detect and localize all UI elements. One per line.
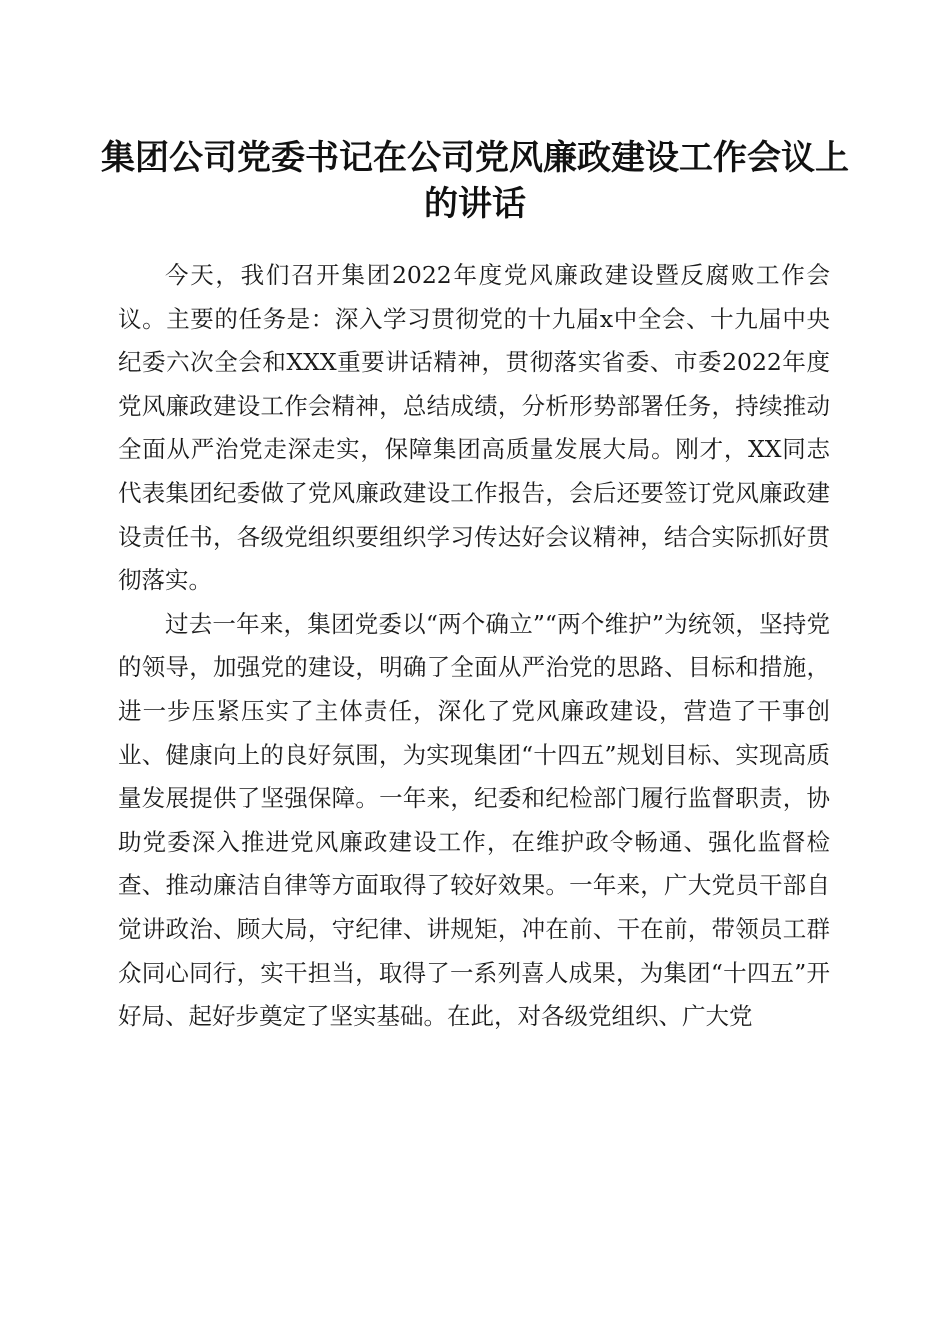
document-body xyxy=(118,254,830,1039)
document-title: 集团公司党委书记在公司党风廉政建设工作会议上的讲话 xyxy=(101,138,849,224)
paragraph-opening: 今天，我们召开集团2022年度党风廉政建设暨反腐败工作会议。主要的任务是：深入学习贯彻党的十九届x中全会、十九届中央纪委六次全会和XXX重要讲话精神，贯彻落实省委、市委2022年度党风廉政建设工作会精神，总结成绩，分析形势部署任务，持续推动全面从严治党走深走实，保障集团高质量发展大局。刚才，XX同志代表集团纪委做了党风廉政建设工作报告，会后还要签订党风廉政建设责任书，各级党组织要组织学习传达好会议精神，结合实际抓好贯彻落实。 xyxy=(118,261,830,595)
paragraph-review: 过去一年来，集团党委以“两个确立”“两个维护”为统领，坚持党的领导，加强党的建设，明确了全面从严治党的思路、目标和措施，进一步压紧压实了主体责任，深化了党风廉政建设，营造了干事创业、健康向上的良好氛围，为实现集团“十四五”规划目标、实现高质量发展提供了坚强保障。一年来，纪委和纪检部门履行监督职责，协助党委深入推进党风廉政建设工作，在维护政令畅通、强化监督检查、推动廉洁自律等方面取得了较好效果。一年来，广大党员干部自觉讲政治、顾大局，守纪律、讲规矩，冲在前、干在前，带领员工群众同心同行，实干担当，取得了一系列喜人成果，为集团“十四五”开好局、起好步奠定了坚实基础。在此，对各级党组织、广大党 xyxy=(118,609,830,1031)
